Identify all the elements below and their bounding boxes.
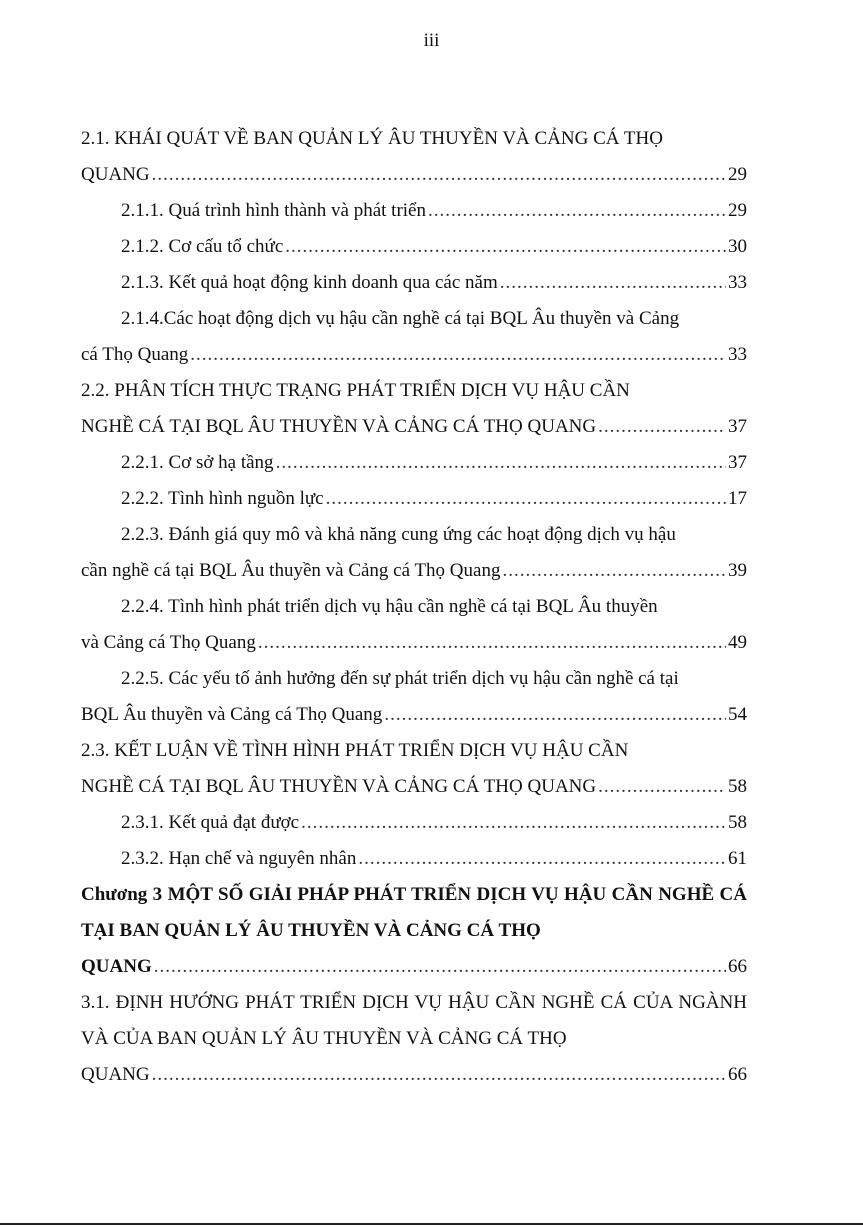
toc-entry-text: 2.1.3. Kết quả hoạt động kinh doanh qua các năm bbox=[121, 272, 498, 293]
toc-page-number: 30 bbox=[728, 236, 747, 257]
toc-entry-2-3[interactable]: 2.3. KẾT LUẬN VỀ TÌNH HÌNH PHÁT TRIỂN DỊCH VỤ HẬU CẦN bbox=[81, 740, 629, 761]
toc-entry-2-2-5[interactable]: 2.2.5. Các yếu tố ảnh hưởng đến sự phát triển dịch vụ hậu cần nghề cá tại bbox=[121, 668, 679, 689]
dot-leader bbox=[154, 949, 726, 985]
toc-entry-text: 2.3.2. Hạn chế và nguyên nhân bbox=[121, 848, 357, 869]
dot-leader bbox=[190, 337, 726, 373]
toc-entry-text: BQL Âu thuyền và Cảng cá Thọ Quang bbox=[81, 704, 383, 725]
toc-entry-2-2-4-end[interactable] bbox=[81, 625, 747, 661]
toc-entry-3-1-end[interactable] bbox=[81, 1057, 747, 1093]
toc-entry-2-3-2[interactable] bbox=[81, 841, 747, 877]
toc-entry-2-3-end[interactable] bbox=[81, 769, 747, 805]
toc-page-number: 49 bbox=[728, 632, 747, 653]
table-of-contents bbox=[81, 121, 747, 1093]
toc-entry-text: và Cảng cá Thọ Quang bbox=[81, 632, 256, 653]
toc-entry-2-1-4[interactable]: 2.1.4.Các hoạt động dịch vụ hậu cần nghề cá tại BQL Âu thuyền và Cảng bbox=[121, 308, 680, 329]
toc-entry-text: cần nghề cá tại BQL Âu thuyền và Cảng cá Thọ Quang bbox=[81, 560, 501, 581]
toc-entry-text: cá Thọ Quang bbox=[81, 344, 189, 365]
toc-entry-2-1-end[interactable] bbox=[81, 157, 747, 193]
toc-entry-2-3-1[interactable] bbox=[81, 805, 747, 841]
toc-entry-2-2-3[interactable]: 2.2.3. Đánh giá quy mô và khả năng cung ứng các hoạt động dịch vụ hậu bbox=[121, 524, 676, 545]
toc-entry-chapter-3[interactable]: Chương 3 MỘT SỐ GIẢI PHÁP PHÁT TRIỂN DỊCH VỤ HẬU CẦN NGHỀ CÁ TẠI BAN QUẢN LÝ ÂU THUYỀN VÀ CẢNG CÁ THỌ bbox=[81, 884, 747, 941]
dot-leader bbox=[598, 409, 726, 445]
toc-page-number: 37 bbox=[728, 452, 747, 473]
toc-entry-3-1[interactable]: 3.1. ĐỊNH HƯỚNG PHÁT TRIỂN DỊCH VỤ HẬU CẦN NGHỀ CÁ CỦA NGÀNH VÀ CỦA BAN QUẢN LÝ ÂU THUYỀN VÀ CẢNG CÁ THỌ bbox=[81, 992, 747, 1049]
toc-entry-2-2[interactable]: 2.2. PHÂN TÍCH THỰC TRẠNG PHÁT TRIỂN DỊCH VỤ HẬU CẦN bbox=[81, 380, 630, 401]
toc-page-number: 39 bbox=[728, 560, 747, 581]
toc-page-number: 29 bbox=[728, 164, 747, 185]
toc-entry-text: QUANG bbox=[81, 956, 152, 977]
toc-page-number: 66 bbox=[728, 956, 747, 977]
toc-entry-2-2-2[interactable] bbox=[81, 481, 747, 517]
page-number: iii bbox=[423, 30, 440, 51]
toc-page-number: 61 bbox=[728, 848, 747, 869]
toc-entry-2-2-3-end[interactable] bbox=[81, 553, 747, 589]
toc-entry-2-1-2[interactable] bbox=[81, 229, 747, 265]
toc-page-number: 17 bbox=[728, 488, 747, 509]
dot-leader bbox=[500, 265, 726, 301]
toc-entry-2-2-4[interactable]: 2.2.4. Tình hình phát triển dịch vụ hậu cần nghề cá tại BQL Âu thuyền bbox=[121, 596, 658, 617]
dot-leader bbox=[598, 769, 726, 805]
dot-leader bbox=[301, 805, 726, 841]
toc-entry-2-1-1[interactable] bbox=[81, 193, 747, 229]
toc-entry-text: 2.2.2. Tình hình nguồn lực bbox=[121, 488, 324, 509]
toc-page-number: 29 bbox=[728, 200, 747, 221]
toc-entry-text: QUANG bbox=[81, 164, 150, 185]
toc-entry-text: QUANG bbox=[81, 1064, 150, 1085]
toc-page-number: 37 bbox=[728, 416, 747, 437]
toc-entry-2-1[interactable]: 2.1. KHÁI QUÁT VỀ BAN QUẢN LÝ ÂU THUYỀN VÀ CẢNG CÁ THỌ bbox=[81, 128, 663, 149]
toc-entry-2-1-4-end[interactable] bbox=[81, 337, 747, 373]
toc-entry-2-1-3[interactable] bbox=[81, 265, 747, 301]
toc-page-number: 58 bbox=[728, 812, 747, 833]
toc-entry-2-2-end[interactable] bbox=[81, 409, 747, 445]
bottom-divider bbox=[0, 1223, 863, 1225]
toc-entry-2-2-1[interactable] bbox=[81, 445, 747, 481]
toc-entry-chapter-3-end[interactable] bbox=[81, 949, 747, 985]
toc-entry-text: 2.1.2. Cơ cấu tổ chức bbox=[121, 236, 284, 257]
toc-page-number: 33 bbox=[728, 344, 747, 365]
dot-leader bbox=[326, 481, 726, 517]
toc-page-number: 54 bbox=[728, 704, 747, 725]
dot-leader bbox=[428, 193, 726, 229]
dot-leader bbox=[285, 229, 726, 265]
toc-entry-text: 2.3.1. Kết quả đạt được bbox=[121, 812, 300, 833]
toc-entry-text: 2.1.1. Quá trình hình thành và phát triển bbox=[121, 200, 426, 221]
toc-page-number: 33 bbox=[728, 272, 747, 293]
dot-leader bbox=[276, 445, 726, 481]
toc-page-number: 66 bbox=[728, 1064, 747, 1085]
dot-leader bbox=[358, 841, 726, 877]
toc-page-number: 58 bbox=[728, 776, 747, 797]
dot-leader bbox=[502, 553, 726, 589]
dot-leader bbox=[258, 625, 726, 661]
toc-entry-2-2-5-end[interactable] bbox=[81, 697, 747, 733]
toc-entry-text: NGHỀ CÁ TẠI BQL ÂU THUYỀN VÀ CẢNG CÁ THỌ QUANG bbox=[81, 776, 597, 797]
dot-leader bbox=[152, 1057, 726, 1093]
toc-entry-text: 2.2.1. Cơ sở hạ tầng bbox=[121, 452, 274, 473]
dot-leader bbox=[152, 157, 726, 193]
toc-entry-text: NGHỀ CÁ TẠI BQL ÂU THUYỀN VÀ CẢNG CÁ THỌ QUANG bbox=[81, 416, 597, 437]
dot-leader bbox=[384, 697, 726, 733]
